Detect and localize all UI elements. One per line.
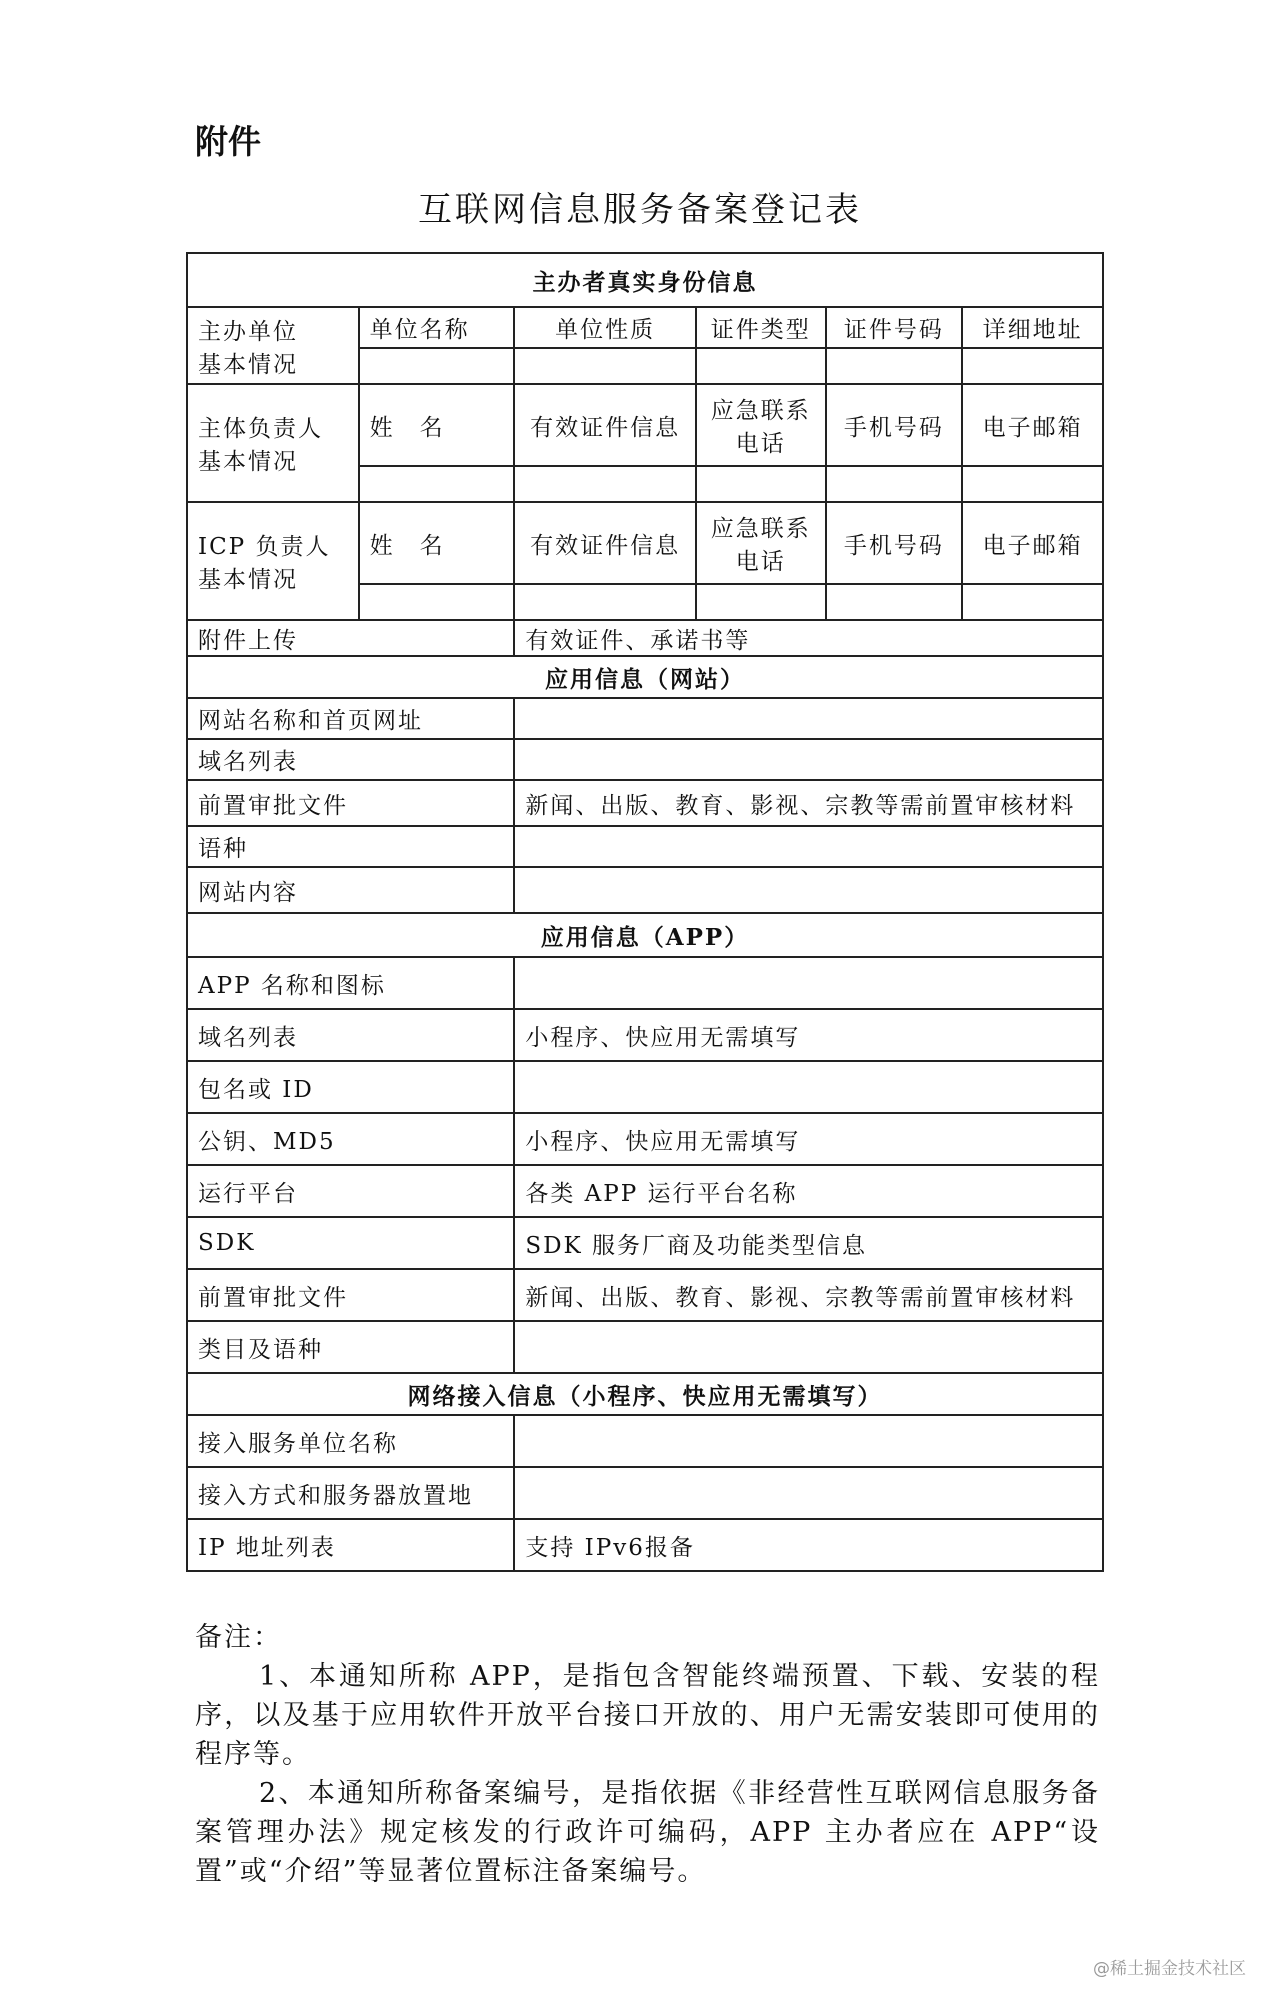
app-row-value[interactable]: 新闻、出版、教育、影视、宗教等需前置审核材料 <box>514 1269 1103 1321</box>
network-row-label: 接入服务单位名称 <box>187 1415 514 1467</box>
app-row-label: APP 名称和图标 <box>187 957 514 1009</box>
col-unit-name: 单位名称 <box>359 307 515 348</box>
upload-value[interactable]: 有效证件、承诺书等 <box>514 620 1103 656</box>
website-row-label: 网站名称和首页网址 <box>187 698 514 739</box>
app-row-label: 域名列表 <box>187 1009 514 1061</box>
input-cell[interactable] <box>962 584 1103 620</box>
input-cell[interactable] <box>514 466 696 502</box>
input-cell[interactable] <box>826 348 963 384</box>
note-item: 1、本通知所称 APP，是指包含智能终端预置、下载、安装的程序，以及基于应用软件开放平台接口开放的、用户无需安装即可使用的程序等。 <box>195 1661 1100 1770</box>
col-unit-nature: 单位性质 <box>514 307 696 348</box>
website-row-label: 域名列表 <box>187 739 514 780</box>
website-row-value[interactable]: 新闻、出版、教育、影视、宗教等需前置审核材料 <box>514 780 1103 826</box>
website-row-label: 前置审批文件 <box>187 780 514 826</box>
registration-form-table <box>186 252 1104 1572</box>
col-email: 电子邮箱 <box>962 502 1103 584</box>
website-row-value[interactable] <box>514 826 1103 867</box>
watermark: @稀土掘金技术社区 <box>1093 1959 1246 1979</box>
input-cell[interactable] <box>359 584 515 620</box>
input-cell[interactable] <box>696 466 826 502</box>
col-cert-type: 证件类型 <box>696 307 826 348</box>
app-row-label: 类目及语种 <box>187 1321 514 1373</box>
app-row-label: 运行平台 <box>187 1165 514 1217</box>
network-row-value[interactable] <box>514 1415 1103 1467</box>
col-id-info: 有效证件信息 <box>514 384 696 466</box>
app-row-value[interactable] <box>514 1321 1103 1373</box>
col-email: 电子邮箱 <box>962 384 1103 466</box>
col-id-info: 有效证件信息 <box>514 502 696 584</box>
app-row-value[interactable]: 各类 APP 运行平台名称 <box>514 1165 1103 1217</box>
network-row-label: IP 地址列表 <box>187 1519 514 1571</box>
col-cert-number: 证件号码 <box>826 307 963 348</box>
col-mobile: 手机号码 <box>826 502 963 584</box>
website-row-value[interactable] <box>514 867 1103 913</box>
app-row-label: SDK <box>187 1217 514 1269</box>
app-row-label: 前置审批文件 <box>187 1269 514 1321</box>
section-app: 应用信息（APP） <box>187 913 1103 957</box>
section-identity: 主办者真实身份信息 <box>187 253 1103 307</box>
principal-label: 主体负责人 基本情况 <box>187 384 359 502</box>
app-row-value[interactable]: SDK 服务厂商及功能类型信息 <box>514 1217 1103 1269</box>
input-cell[interactable] <box>962 466 1103 502</box>
website-row-value[interactable] <box>514 739 1103 780</box>
website-row-label: 网站内容 <box>187 867 514 913</box>
app-row-value[interactable] <box>514 1061 1103 1113</box>
app-row-value[interactable]: 小程序、快应用无需填写 <box>514 1113 1103 1165</box>
icp-label: ICP 负责人 基本情况 <box>187 502 359 620</box>
app-row-value[interactable] <box>514 957 1103 1009</box>
app-row-label: 包名或 ID <box>187 1061 514 1113</box>
notes-section <box>195 1618 1100 1891</box>
input-cell[interactable] <box>962 348 1103 384</box>
input-cell[interactable] <box>826 584 963 620</box>
input-cell[interactable] <box>359 466 515 502</box>
input-cell[interactable] <box>514 584 696 620</box>
input-cell[interactable] <box>696 348 826 384</box>
input-cell[interactable] <box>826 466 963 502</box>
attachment-label: 附件 <box>195 122 261 161</box>
section-network: 网络接入信息（小程序、快应用无需填写） <box>187 1373 1103 1415</box>
col-name: 姓 名 <box>359 384 515 466</box>
col-address: 详细地址 <box>962 307 1103 348</box>
app-row-value[interactable]: 小程序、快应用无需填写 <box>514 1009 1103 1061</box>
form-title: 互联网信息服务备案登记表 <box>418 190 862 230</box>
notes-heading: 备注： <box>195 1622 282 1653</box>
network-row-value[interactable]: 支持 IPv6报备 <box>514 1519 1103 1571</box>
unit-label: 主办单位 基本情况 <box>187 307 359 384</box>
input-cell[interactable] <box>514 348 696 384</box>
website-row-label: 语种 <box>187 826 514 867</box>
network-row-value[interactable] <box>514 1467 1103 1519</box>
col-name: 姓 名 <box>359 502 515 584</box>
col-mobile: 手机号码 <box>826 384 963 466</box>
app-row-label: 公钥、MD5 <box>187 1113 514 1165</box>
network-row-label: 接入方式和服务器放置地 <box>187 1467 514 1519</box>
input-cell[interactable] <box>359 348 515 384</box>
note-item: 2、本通知所称备案编号，是指依据《非经营性互联网信息服务备案管理办法》规定核发的行政许可编码，APP 主办者应在 APP“设置”或“介绍”等显著位置标注备案编号。 <box>195 1778 1100 1887</box>
col-emergency-phone: 应急联系 电话 <box>696 502 826 584</box>
col-emergency-phone: 应急联系 电话 <box>696 384 826 466</box>
section-website: 应用信息（网站） <box>187 656 1103 698</box>
input-cell[interactable] <box>696 584 826 620</box>
upload-label: 附件上传 <box>187 620 514 656</box>
website-row-value[interactable] <box>514 698 1103 739</box>
